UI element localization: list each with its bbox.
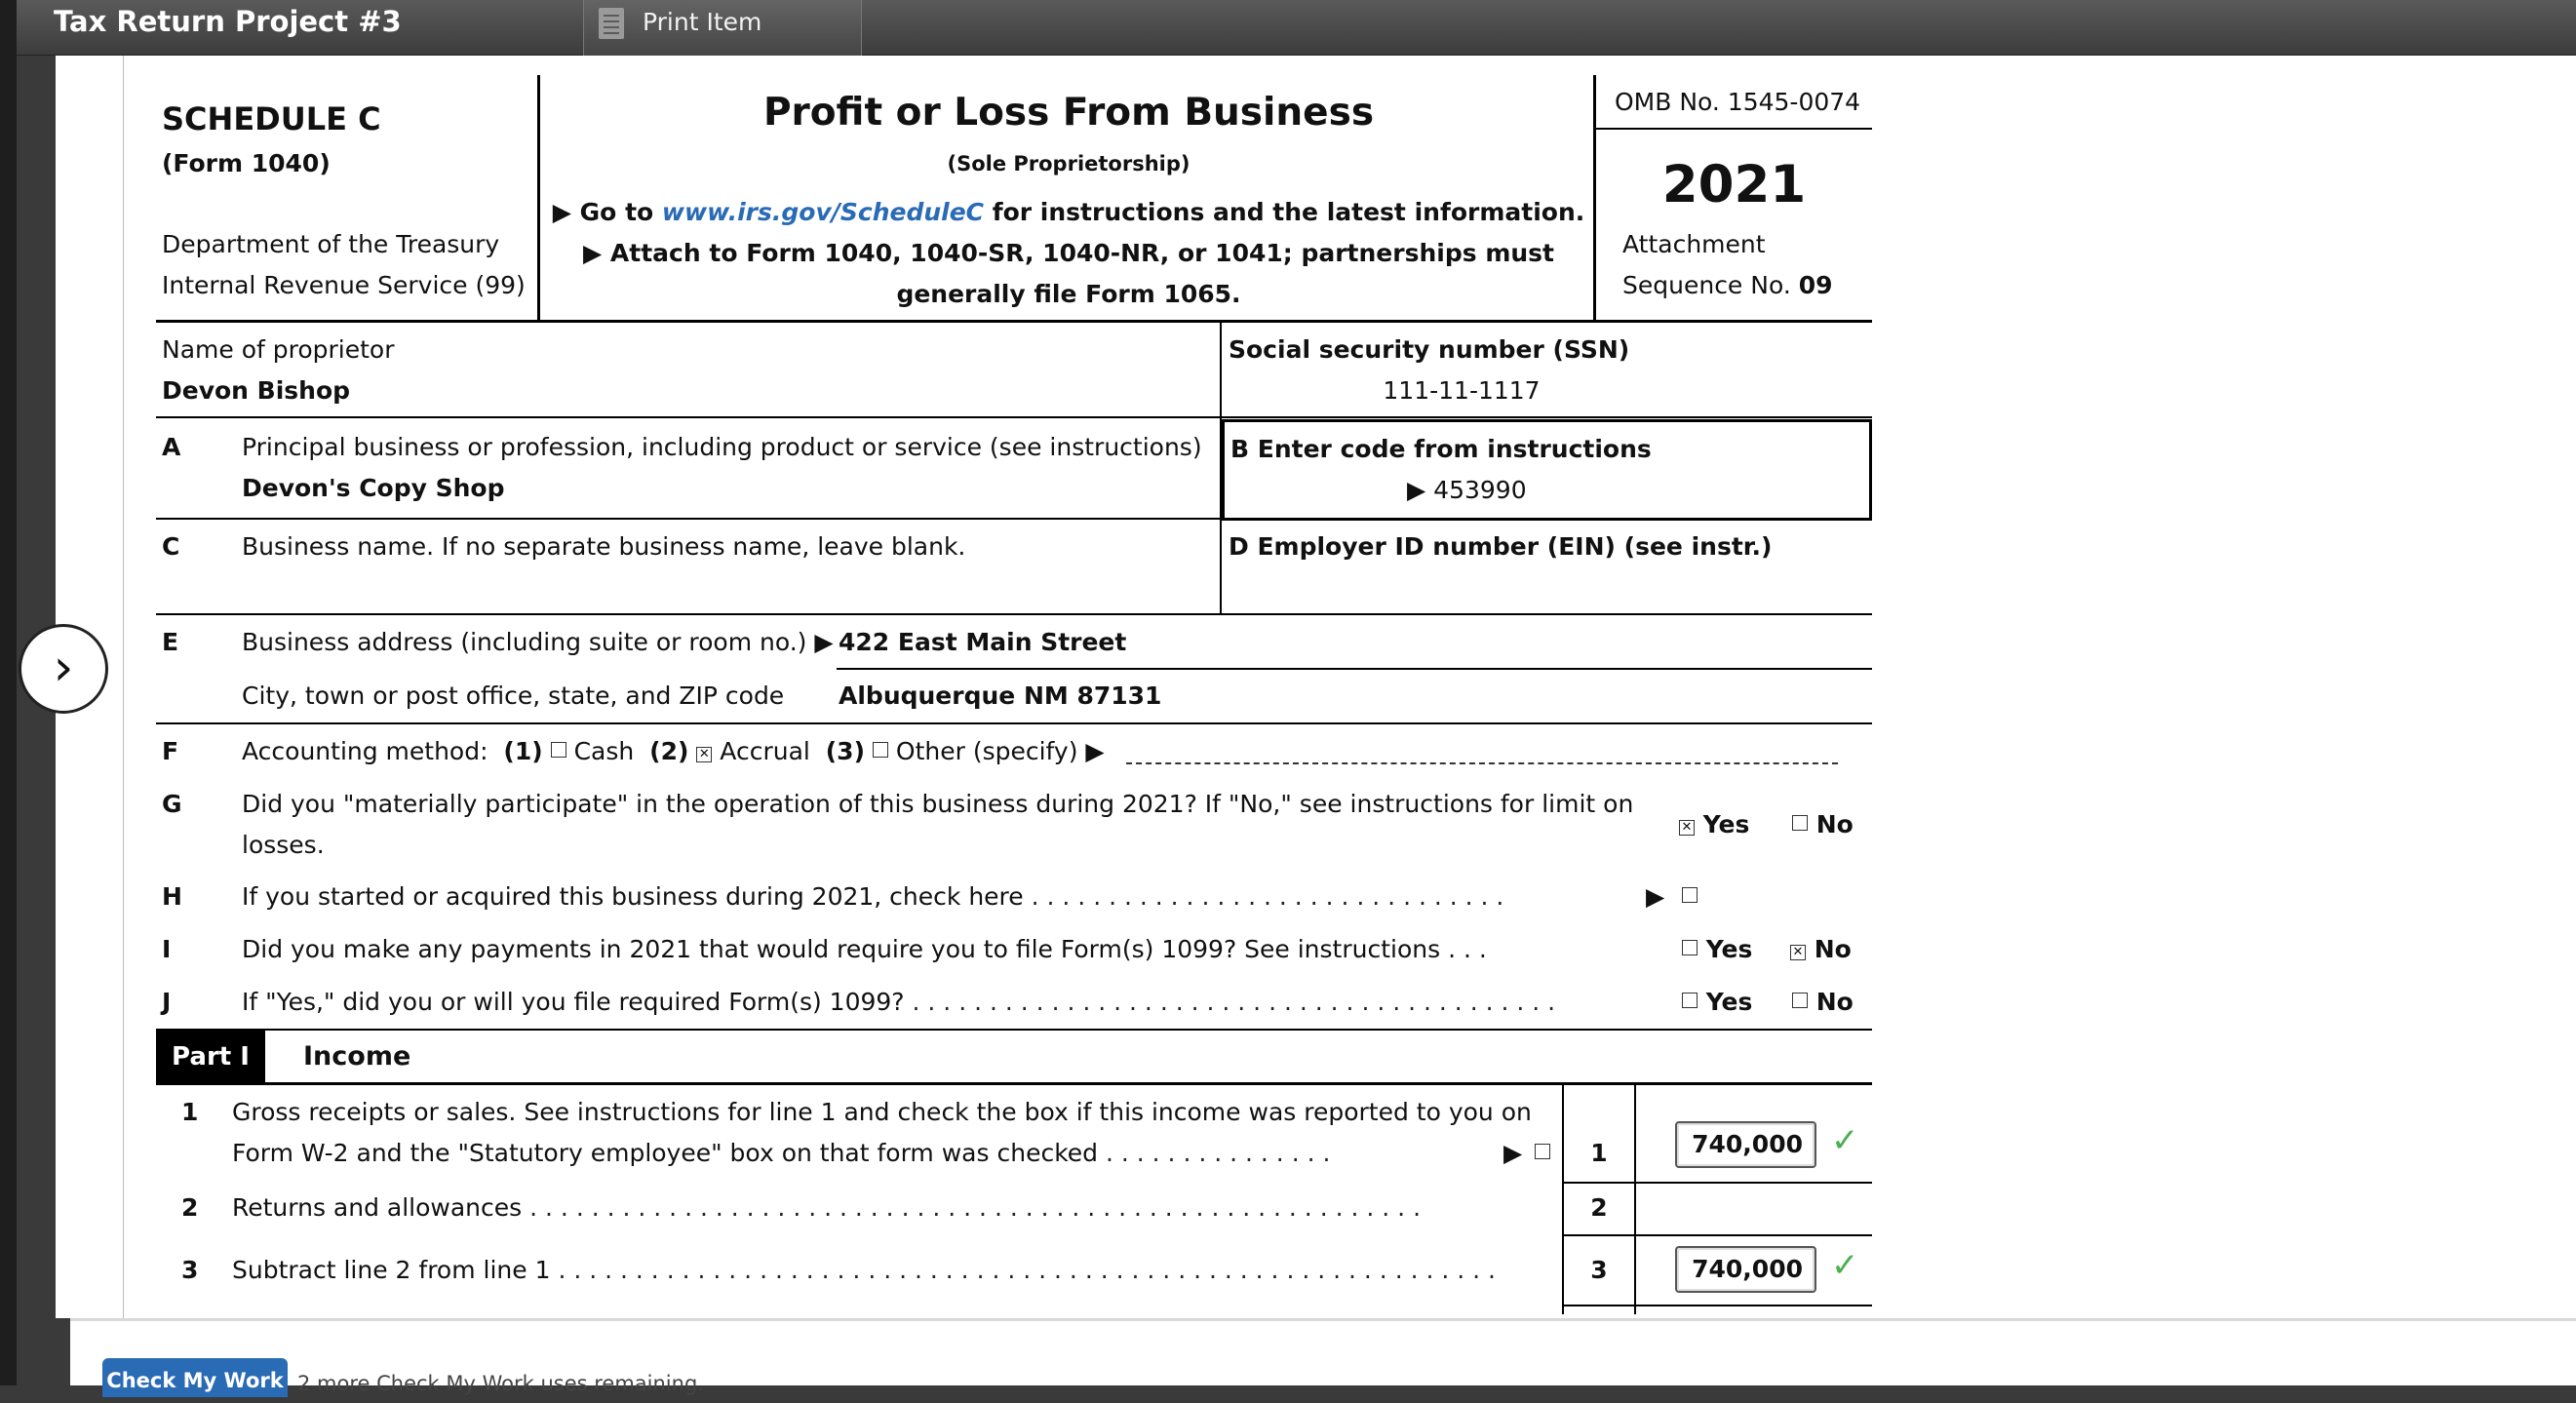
option-1-number: (1) <box>503 737 543 765</box>
option-2-number: (2) <box>649 737 689 765</box>
remaining-uses-text: 2 more Check My Work uses remaining. <box>297 1372 704 1395</box>
sequence-value: 09 <box>1798 271 1833 299</box>
sequence-number <box>1622 271 1833 300</box>
print-item-button[interactable] <box>583 0 862 56</box>
line-2-rule <box>1562 1234 1872 1236</box>
line-2-text: Returns and allowances . . . . . . . . . . . . . . . . . . . . . . . . . . . . . . . . . . . . . . . . . . . . . . . . . . . . . . . . . . <box>232 1193 1422 1222</box>
line-g-text-2: losses. <box>242 831 325 859</box>
cash-label: Cash <box>573 737 635 765</box>
irs-link[interactable]: www.irs.gov/ScheduleC <box>661 198 985 226</box>
line-i-text: Did you make any payments in 2021 that would require you to file Form(s) 1099? See instructions . . . <box>242 935 1487 963</box>
option-3-number: (3) <box>825 737 865 765</box>
other-label: Other (specify) ▶ <box>895 737 1105 765</box>
omb-rule <box>1596 128 1872 130</box>
header-divider-left <box>537 75 540 322</box>
attach-line-2: generally file Form 1065. <box>896 280 1241 308</box>
line-1-number: 1 <box>181 1098 199 1126</box>
row-rule-3 <box>156 613 1872 615</box>
accounting-method-row <box>242 737 1105 766</box>
goto-prefix: ▶ Go to <box>552 198 662 226</box>
line-1-correct-icon: ✓ <box>1831 1121 1859 1160</box>
line-g-text-1: Did you "materially participate" in the operation of this business during 2021? If "No," see instructions for limit on <box>242 790 1634 818</box>
statutory-employee-checkbox[interactable] <box>1535 1144 1550 1159</box>
goto-instructions <box>542 198 1595 227</box>
line-g-no-checkbox[interactable] <box>1792 815 1808 831</box>
line-i-yes-label: Yes <box>1705 935 1753 963</box>
line-j-no-checkbox[interactable] <box>1792 993 1808 1008</box>
proprietor-name[interactable]: Devon Bishop <box>162 376 351 405</box>
line-i-yes-option[interactable] <box>1682 935 1752 964</box>
form-label: (Form 1040) <box>162 149 331 177</box>
line-2-number: 2 <box>181 1193 199 1222</box>
cash-checkbox[interactable] <box>551 742 566 758</box>
line-h-text: If you started or acquired this business during 2021, check here . . . . . . . . . . . . . . . . . . . . . . . . . . . . . . . <box>242 882 1504 911</box>
line-2-label: Returns and allowances <box>232 1193 523 1222</box>
dept-treasury: Department of the Treasury <box>162 230 500 258</box>
line-1-statutory[interactable] <box>1535 1139 1550 1168</box>
goto-suffix: for instructions and the latest information. <box>984 198 1585 226</box>
ssn-label: Social security number (SSN) <box>1229 335 1630 364</box>
line-d-label: D Employer ID number (EIN) (see instr.) <box>1229 532 1773 561</box>
line-i-no-label: No <box>1814 935 1852 963</box>
line-1-box-number: 1 <box>1590 1139 1608 1167</box>
line-i-letter: I <box>162 935 172 963</box>
line-h-check[interactable] <box>1682 882 1698 912</box>
line-g-letter: G <box>162 790 182 818</box>
line-1-arrow-icon: ▶ <box>1503 1139 1523 1167</box>
city-label: City, town or post office, state, and ZIP code <box>242 682 785 710</box>
line-j-label: If "Yes," did you or will you file required Form(s) 1099? <box>242 988 905 1016</box>
line-3-label: Subtract line 2 from line 1 <box>232 1256 551 1284</box>
line-h-arrow-icon: ▶ <box>1646 882 1665 911</box>
accrual-checkbox[interactable]: ✕ <box>696 747 712 762</box>
business-address[interactable]: 422 East Main Street <box>839 628 1127 656</box>
line-a-label: Principal business or profession, including product or service (see instructions) <box>242 433 1202 461</box>
row-rule-5 <box>156 1029 1872 1031</box>
part-i-tag: Part I <box>156 1031 265 1083</box>
sequence-label: Sequence No. <box>1622 271 1799 299</box>
header-bottom-rule <box>156 320 1872 323</box>
ssn-value[interactable]: 111-11-1117 <box>1383 376 1541 405</box>
app-title: Tax Return Project #3 <box>54 5 402 38</box>
check-my-work-button[interactable]: Check My Work <box>102 1358 288 1397</box>
document-edge <box>123 56 124 1318</box>
next-page-button[interactable] <box>19 624 108 714</box>
accounting-method-label: Accounting method: <box>242 737 488 765</box>
left-edge <box>0 0 17 1385</box>
line-h-label: If you started or acquired this business during 2021, check here <box>242 882 1024 911</box>
line-g-yes-option[interactable] <box>1679 810 1749 839</box>
line-j-yes-option[interactable] <box>1682 988 1752 1017</box>
tax-year: 2021 <box>1661 155 1807 214</box>
other-specify-field[interactable] <box>1126 762 1838 764</box>
line-f-letter: F <box>162 737 179 765</box>
proprietor-label: Name of proprietor <box>162 335 395 364</box>
line-j-no-option[interactable] <box>1792 988 1854 1017</box>
line-c-label: Business name. If no separate business name, leave blank. <box>242 532 966 561</box>
row-rule-2 <box>156 518 1222 520</box>
line-3-correct-icon: ✓ <box>1831 1246 1859 1285</box>
line-a-value[interactable]: Devon's Copy Shop <box>242 474 505 502</box>
address-underline <box>837 668 1872 670</box>
line-3-amount[interactable]: 740,000 <box>1675 1246 1816 1293</box>
chevron-right-icon: › <box>53 639 74 697</box>
line-j-text: If "Yes," did you or will you file required Form(s) 1099? . . . . . . . . . . . . . . . . . . . . . . . . . . . . . . . . . . . . . . . . . . <box>242 988 1556 1016</box>
row-rule-1 <box>156 416 1872 418</box>
line-3-rule <box>1562 1305 1872 1306</box>
line-h-checkbox[interactable] <box>1682 887 1698 903</box>
line-2-box-number: 2 <box>1590 1193 1608 1222</box>
line-3-box-number: 3 <box>1590 1256 1608 1284</box>
line-i-no-option[interactable] <box>1790 935 1852 964</box>
line-e-label: Business address (including suite or room no.) ▶ <box>242 628 834 656</box>
line-e-letter: E <box>162 628 179 656</box>
city-state-zip[interactable]: Albuquerque NM 87131 <box>839 682 1162 710</box>
line-g-no-label: No <box>1815 810 1854 838</box>
line-1-text-1: Gross receipts or sales. See instructions for line 1 and check the box if this income was reported to you on <box>232 1098 1532 1126</box>
line-j-no-label: No <box>1815 988 1854 1016</box>
line-3-number: 3 <box>181 1256 199 1284</box>
omb-number: OMB No. 1545-0074 <box>1615 88 1861 116</box>
line-1-amount[interactable]: 740,000 <box>1675 1121 1816 1168</box>
line-i-no-checkbox[interactable]: ✕ <box>1790 945 1806 960</box>
other-checkbox[interactable] <box>873 742 888 758</box>
line-g-no-option[interactable] <box>1792 810 1854 839</box>
row-rule-4 <box>156 722 1872 724</box>
schedule-label: SCHEDULE C <box>162 100 381 137</box>
line-j-letter: J <box>162 988 172 1016</box>
line-b-value[interactable]: ▶ 453990 <box>1407 476 1527 504</box>
part-i-rule <box>156 1082 1872 1085</box>
accrual-label: Accrual <box>720 737 810 765</box>
form-title: Profit or Loss From Business <box>762 91 1375 135</box>
document-icon <box>599 8 624 39</box>
part-i-title: Income <box>303 1041 411 1072</box>
attach-line-1: ▶ Attach to Form 1040, 1040-SR, 1040-NR, or 1041; partnerships must <box>583 239 1554 267</box>
dept-irs: Internal Revenue Service (99) <box>162 271 526 299</box>
line-a-letter: A <box>162 433 181 461</box>
line-c-letter: C <box>162 532 180 561</box>
attachment-label: Attachment <box>1622 230 1766 258</box>
line-g-yes-checkbox[interactable]: ✕ <box>1679 820 1695 836</box>
line-1-text-2: Form W-2 and the "Statutory employee" box on that form was checked . . . . . . . . . . . . . . . <box>232 1139 1331 1167</box>
print-item-label: Print Item <box>643 8 762 36</box>
line-b-label: B Enter code from instructions <box>1230 435 1652 463</box>
line-h-letter: H <box>162 882 182 911</box>
line-g-yes-label: Yes <box>1702 810 1750 838</box>
line-3-text: Subtract line 2 from line 1 . . . . . . . . . . . . . . . . . . . . . . . . . . . . . . . . . . . . . . . . . . . . . . . . . . . . . . . . . . . . . <box>232 1256 1497 1284</box>
line-j-yes-checkbox[interactable] <box>1682 993 1698 1008</box>
line-i-yes-checkbox[interactable] <box>1682 940 1698 955</box>
form-subtitle: (Sole Proprietorship) <box>947 152 1190 175</box>
line-1-label: Form W-2 and the "Statutory employee" box on that form was checked <box>232 1139 1099 1167</box>
line-j-yes-label: Yes <box>1705 988 1753 1016</box>
line-2-amount[interactable] <box>1636 1184 1872 1232</box>
